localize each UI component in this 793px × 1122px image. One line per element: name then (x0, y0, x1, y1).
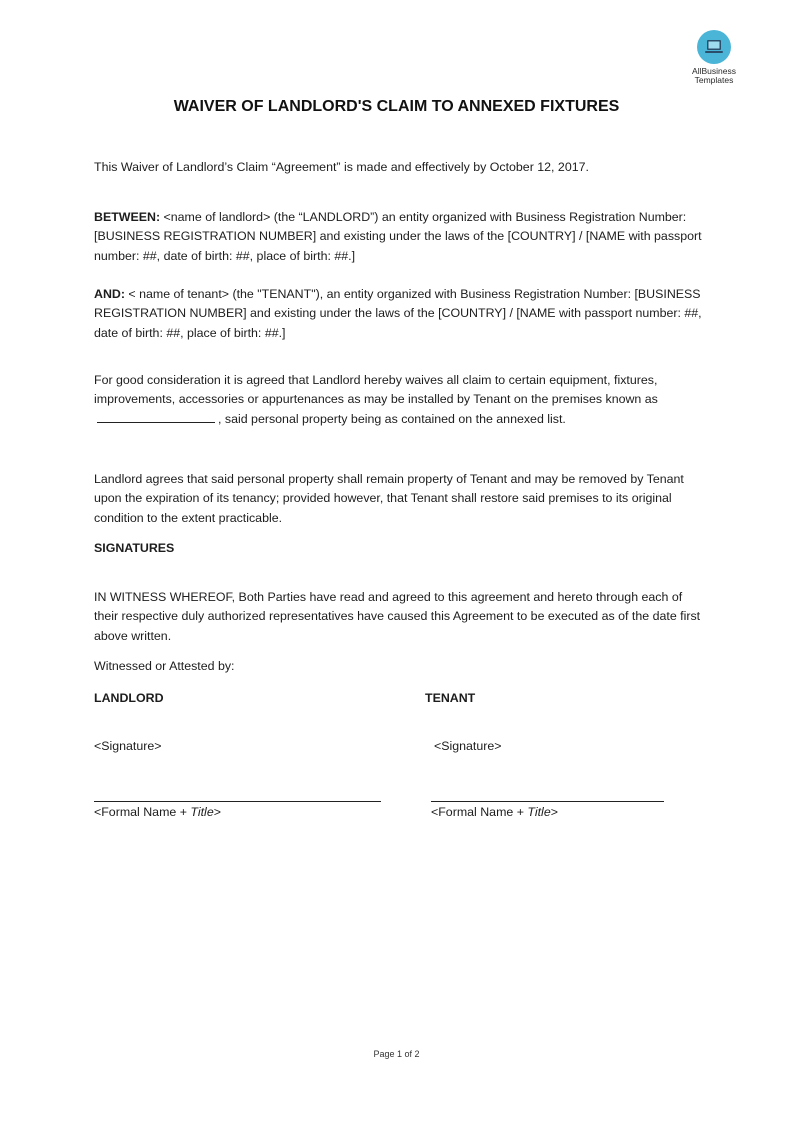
tenant-name-title: Title (527, 805, 551, 819)
tenant-name-suffix: > (550, 805, 558, 819)
and-text: < name of tenant> (the "TENANT"), an entity organized with Business Registration Number: [BUSINESS REGISTRATION NUMBER] and existing under the laws of the [COUNTRY] / [NAME with passport number: ##, date of birth: ##, place of birth: ##.] (94, 287, 702, 340)
landlord-formal-name (94, 805, 221, 819)
and-label: AND: (94, 287, 125, 301)
landlord-name-title: Title (190, 805, 214, 819)
witness-paragraph: IN WITNESS WHEREOF, Both Parties have read and agreed to this agreement and hereto through each of their respective duly authorized representatives have caused this Agreement to be executed as of the date first above written. (94, 590, 701, 643)
allbusiness-logo (682, 30, 746, 85)
tenant-label: TENANT (425, 691, 476, 705)
and-paragraph (94, 285, 702, 343)
tenant-signature: <Signature> (434, 739, 502, 753)
tenant-formal-name (431, 805, 558, 819)
between-text: <name of landlord> (the “LANDLORD”) an entity organized with Business Registration Number: [BUSINESS REGISTRATION NUMBER] and existing under the laws of the [COUNTRY] / [NAME with passport number: ##, date of birth: ##, place of birth: ##.] (94, 210, 702, 263)
premises-blank-line (97, 411, 215, 423)
signatures-heading: SIGNATURES (94, 541, 175, 555)
property-paragraph: Landlord agrees that said personal property shall remain property of Tenant and may be removed by Tenant upon the expiration of its tenancy; provided however, that Tenant shall restore said premises to its original condition to the extent practicable. (94, 472, 684, 525)
logo-line-2: Templates (694, 75, 734, 85)
logo-badge (697, 30, 731, 64)
document-title: WAIVER OF LANDLORD'S CLAIM TO ANNEXED FIXTURES (173, 98, 620, 115)
landlord-signature-line (94, 801, 381, 802)
landlord-label: LANDLORD (94, 691, 164, 705)
consideration-paragraph (94, 371, 702, 429)
consideration-text-after: , said personal property being as contained on the annexed list. (218, 411, 566, 426)
intro-paragraph: This Waiver of Landlord’s Claim “Agreement” is made and effectively by October 12, 2017. (94, 160, 589, 174)
logo-line-1: AllBusiness (692, 66, 736, 76)
logo-text (682, 67, 746, 85)
tenant-signature-line (431, 801, 664, 802)
between-label: BETWEEN: (94, 210, 161, 224)
attested-text: Witnessed or Attested by: (94, 659, 235, 673)
laptop-icon (704, 39, 724, 55)
consideration-text-before: For good consideration it is agreed that Landlord hereby waives all claim to certain equipment, fixtures, improvements, accessories or appurtenances as may be installed by Tenant on the premises known as (94, 373, 658, 407)
landlord-name-prefix: <Formal Name + (94, 805, 191, 819)
landlord-signature: <Signature> (94, 739, 162, 753)
tenant-name-prefix: <Formal Name + (431, 805, 528, 819)
page-footer: Page 1 of 2 (373, 1049, 420, 1059)
between-paragraph (94, 208, 702, 266)
landlord-name-suffix: > (213, 805, 221, 819)
